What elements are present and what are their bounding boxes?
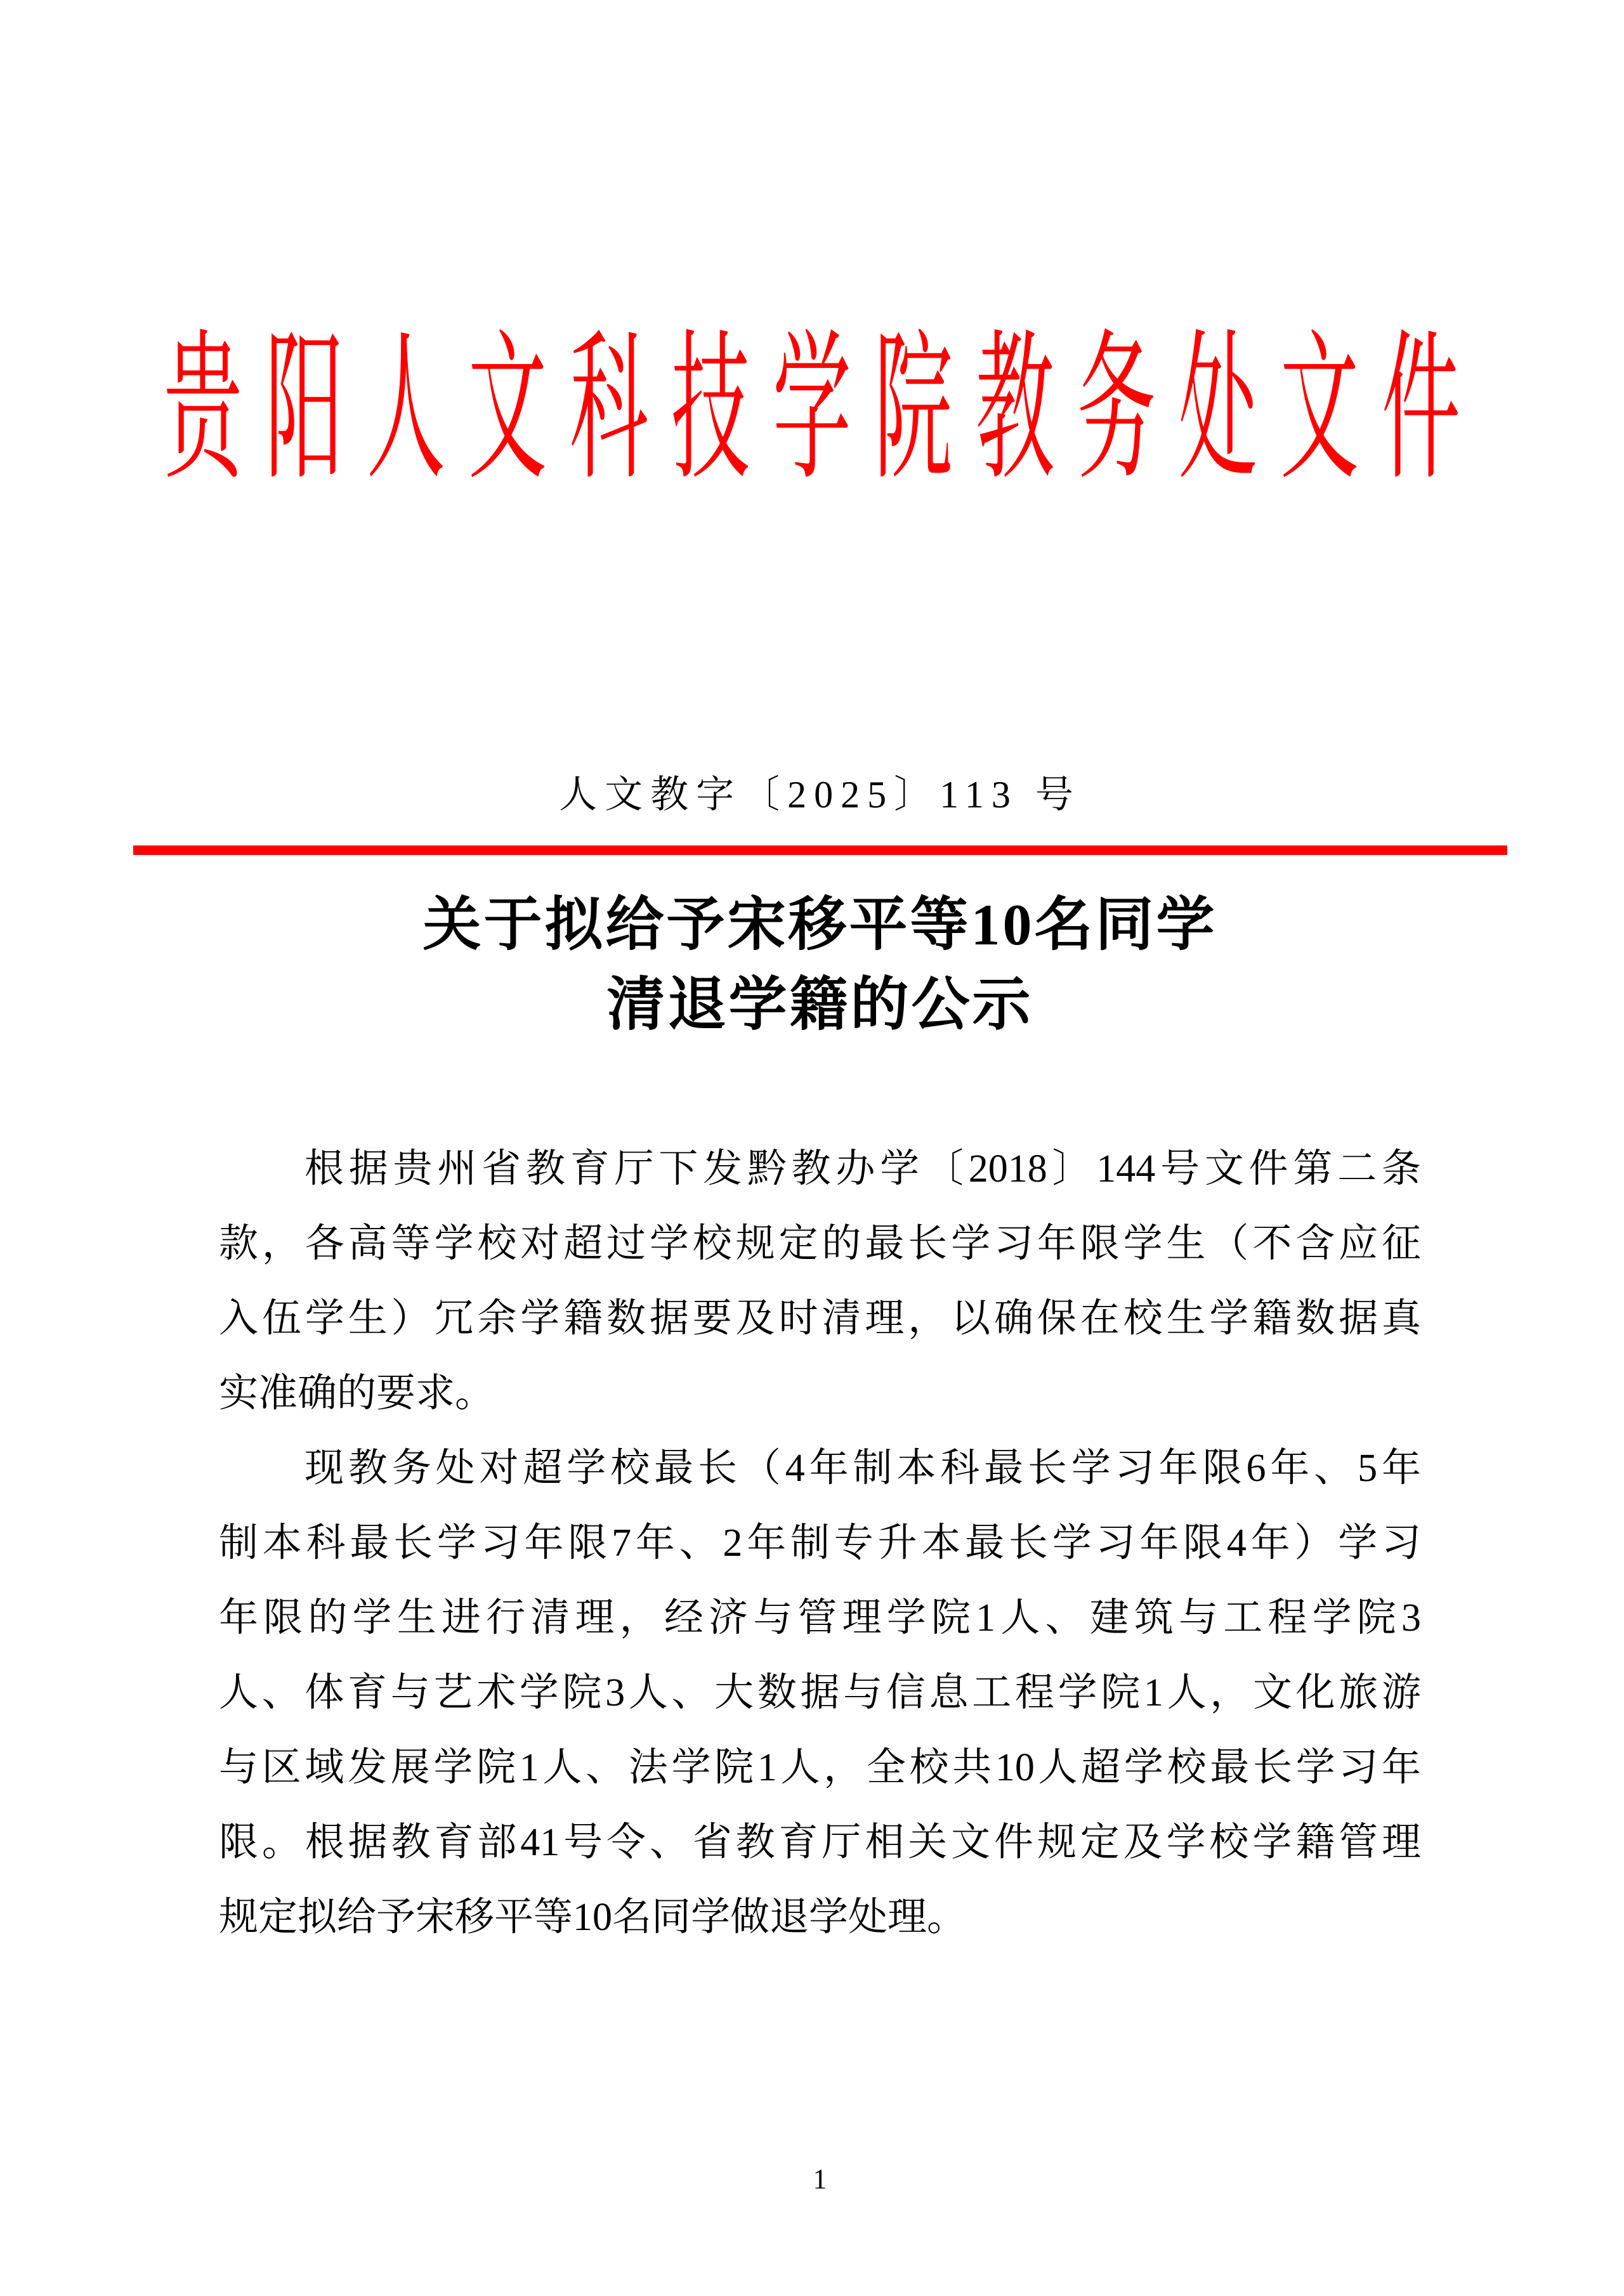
body-line: 制本科最长学习年限7年、2年制专升本最长学习年限4年）学习: [219, 1522, 1421, 1565]
body-line: 与区域发展学院1人、法学院1人，全校共10人超学校最长学习年: [219, 1746, 1421, 1789]
document-title: [219, 885, 1421, 1045]
body-line: 年限的学生进行清理，经济与管理学院1人、建筑与工程学院3: [219, 1596, 1421, 1640]
document-body: [219, 1132, 1421, 1955]
body-line: 入伍学生）冗余学籍数据要及时清理，以确保在校生学籍数据真: [219, 1297, 1421, 1340]
document-title-line-1: 关于拟给予宋移平等10名同学: [422, 892, 1217, 957]
body-paragraph-1: [219, 1132, 1421, 1431]
body-line: 款，各高等学校对超过学校规定的最长学习年限学生（不含应征: [219, 1222, 1421, 1265]
red-separator-line: [133, 845, 1507, 855]
page-number: 1: [813, 2163, 827, 2195]
body-line: 现教务处对超学校最长（4年制本科最长学习年限6年、5年: [304, 1447, 1421, 1490]
body-line: 根据贵州省教育厅下发黔教办学〔2018〕144号文件第二条: [304, 1147, 1421, 1190]
body-line: 人、体育与艺术学院3人、大数据与信息工程学院1人，文化旅游: [219, 1671, 1421, 1714]
body-line: 实准确的要求。: [219, 1372, 495, 1415]
document-number: 人文教字〔2025〕113 号: [559, 774, 1081, 816]
body-line: 规定拟给予宋移平等10名同学做退学处理。: [219, 1896, 967, 1939]
letterhead-title: 贵阳人文科技学院教务处文件: [163, 320, 1483, 499]
body-line: 限。根据教育部41号令、省教育厅相关文件规定及学校学籍管理: [219, 1821, 1421, 1864]
letterhead: [0, 304, 1624, 499]
document-title-line-2: 清退学籍的公示: [606, 972, 1033, 1037]
body-paragraph-2: [219, 1431, 1421, 1955]
